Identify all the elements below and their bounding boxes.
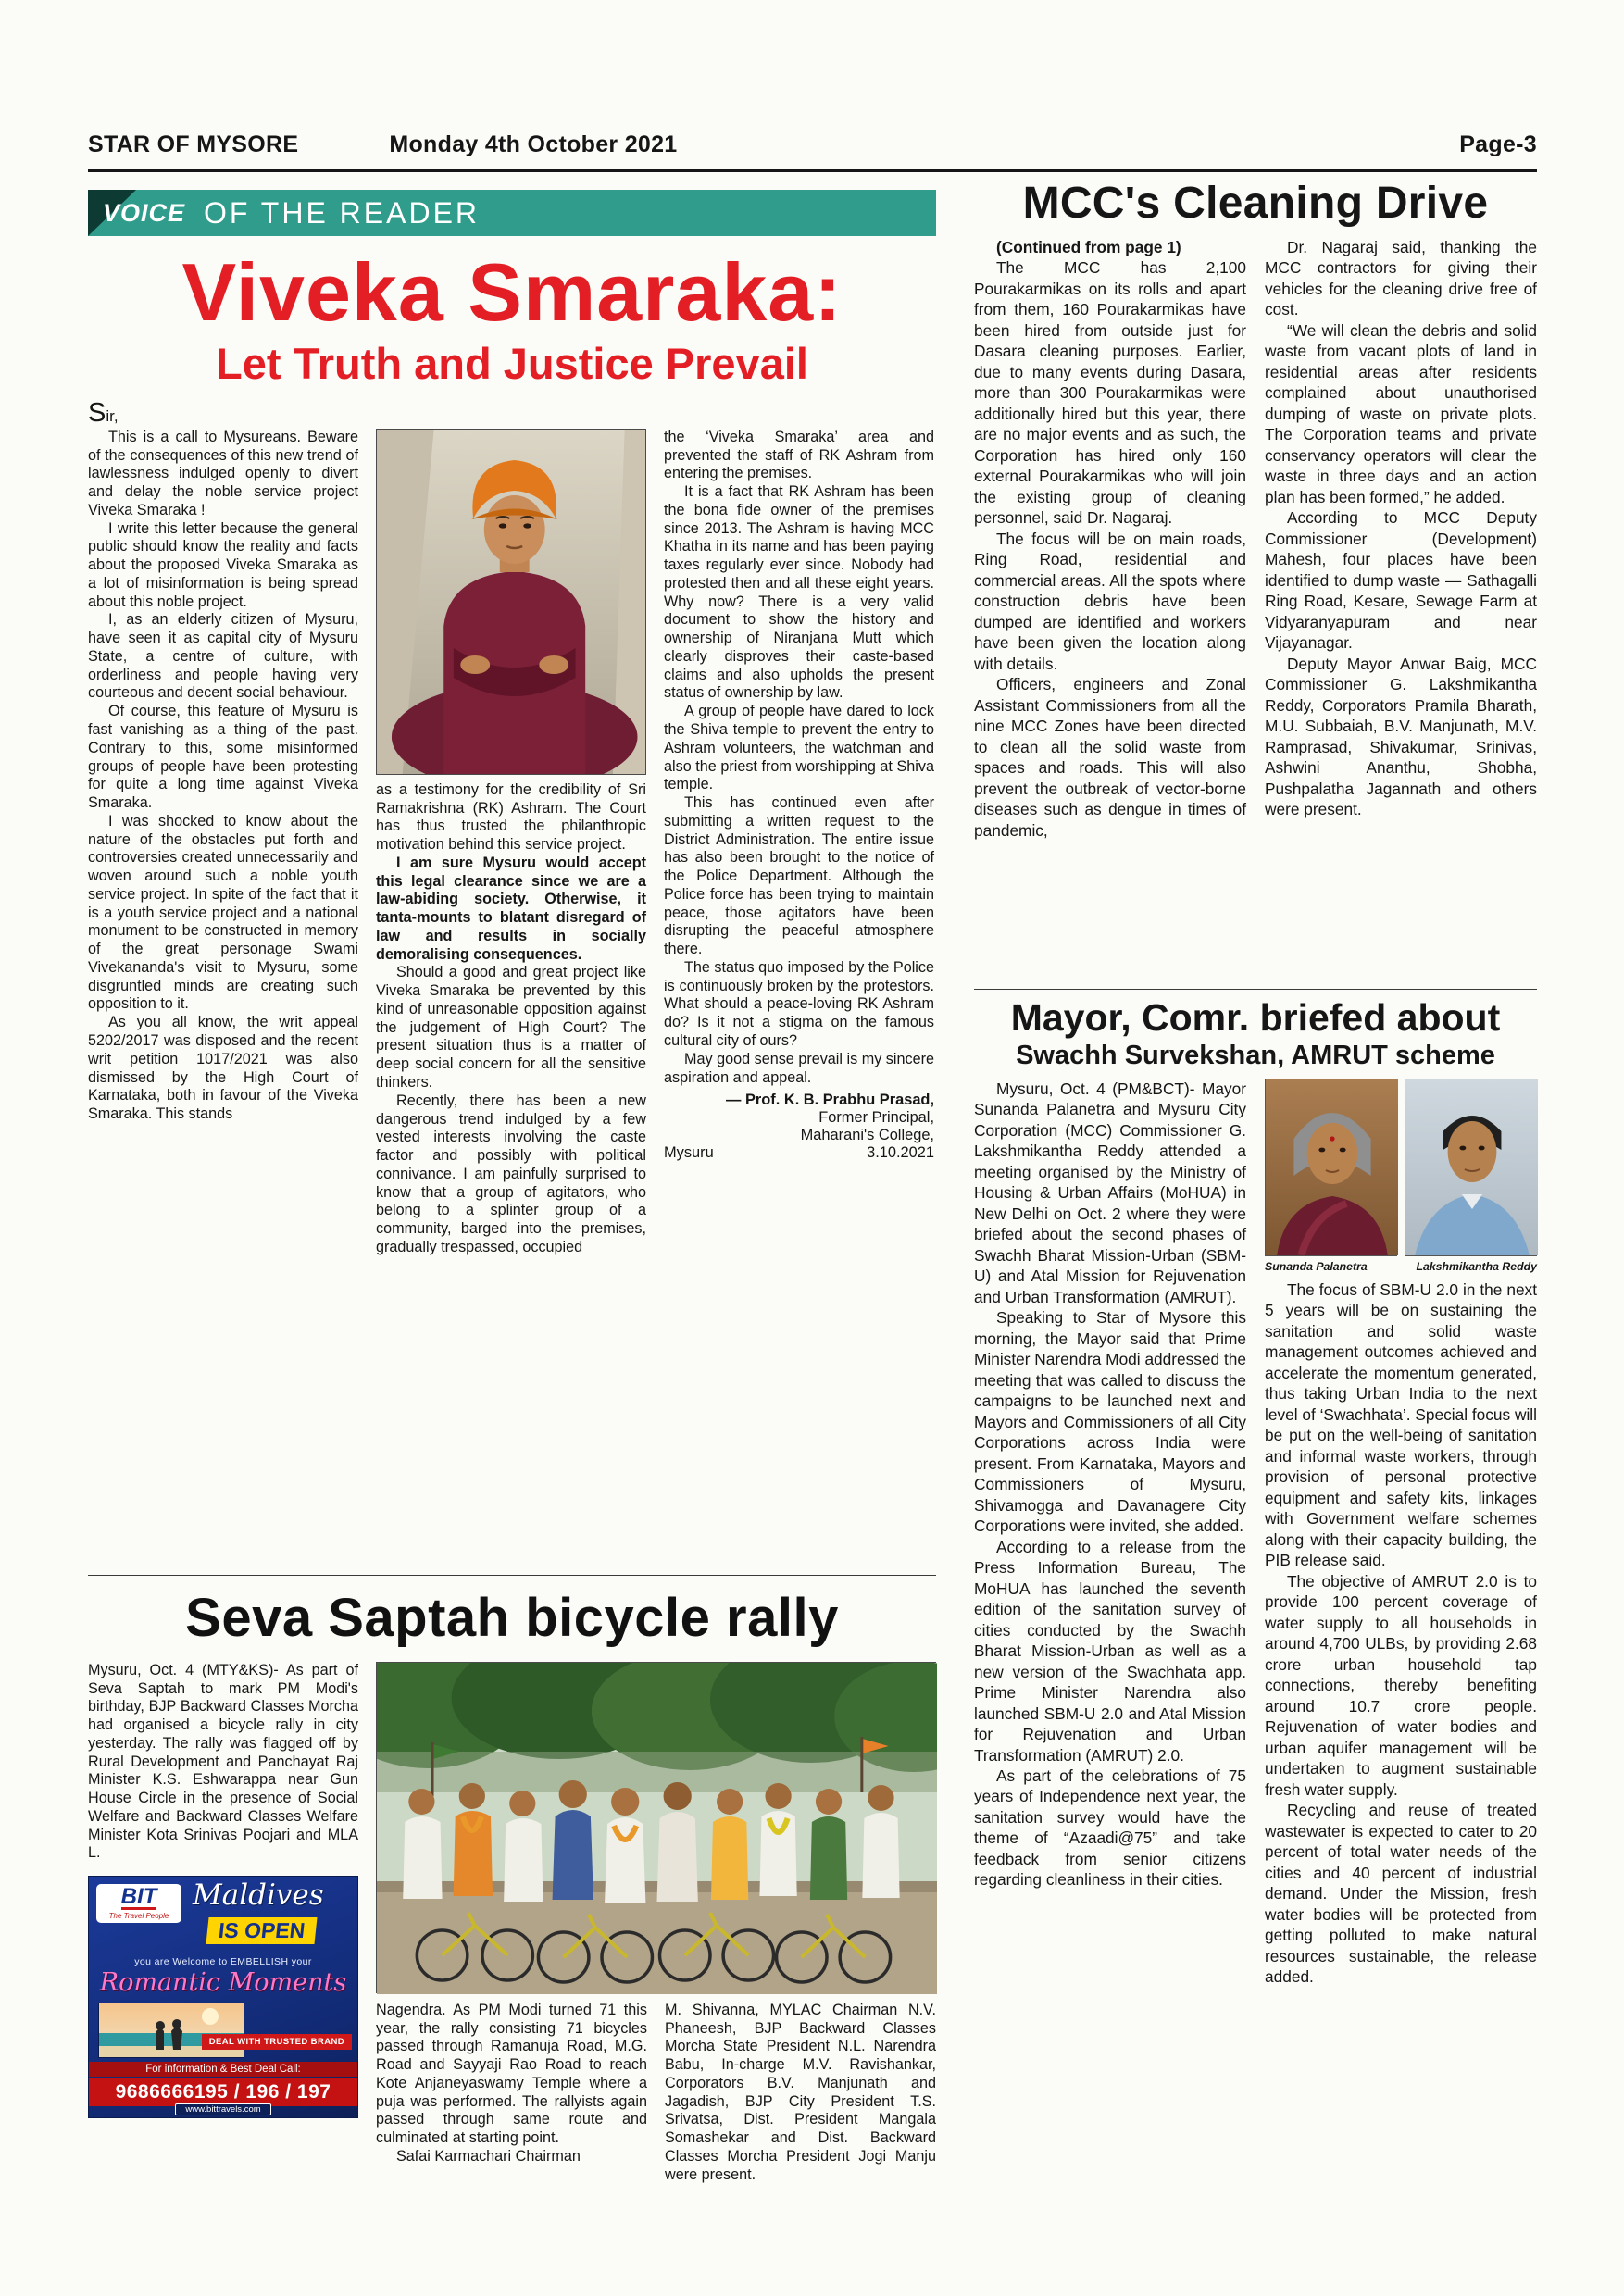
signature-name: — Prof. K. B. Prabhu Prasad, [726,1092,934,1109]
paragraph: As part of the celebrations of 75 years of Independence next year, the sanitation survey would have the theme of “Azaadi@75” and take feedback from senior citizens regarding cleanliness in their cities. [974,1766,1246,1890]
salutation [88,397,936,428]
bit-travel-advertisement [88,1876,358,2118]
romantic-moments-text: Romantic Moments [99,1968,347,1998]
official-portraits [1265,1079,1537,1256]
page-header [88,131,1537,172]
letter-headline: Viveka Smaraka: [181,246,843,338]
rally-headline: Seva Saptah bicycle rally [185,1587,839,1648]
mcc-columns [974,237,1537,978]
mayor-column-2-text [1265,1279,1537,1987]
signature-date: 3.10.2021 [867,1144,934,1162]
paragraph: Recycling and reuse of treated wastewater is expected to cater to 20 percent of total water needs of the cities and 40 percent of industrial demand. Under the Mission, fresh water bodies will be protected from getting polluted to make natural resources sustainable, the release added. [1265,1801,1537,1986]
signature-institution: Maharani's College, [800,1127,934,1144]
signature-place-date [664,1144,934,1162]
paragraph: Speaking to Star of Mysore this morning, the Mayor said that Prime Minister Narendra Modi addressed the meeting that was called to discuss the campaigns to be launched next and Mayors and Commissioners of all City Corporations across India were present. From Karnataka, Mayors and Commissioners of Mysuru, Shivamogga and Davanagere City Corporations were invited, she added. [974,1308,1246,1536]
mcc-column-2 [1265,237,1537,978]
website-bar [89,2102,357,2117]
is-open-badge: IS OPEN [206,1917,317,1944]
brand-tagline: The Travel People [108,1911,169,1920]
rally-bottom-columns [376,2002,936,2185]
paragraph: The objective of AMRUT 2.0 is to provide 100 percent coverage of water supply to all households in around 4,700 ULBs, by providing 2.68 crore urban household tap connections, thereby benefiting around 10.7 crore people. Rejuvenation of water bodies and urban aquifer management will be undertaken to augment sustainable fresh water supply. [1265,1571,1537,1799]
paragraph: The focus of SBM-U 2.0 in the next 5 years will be on sustaining the sanitation and solid waste management outcomes achieved and accelerate the momentum generated, thus taking Urban India to the next level of ‘Swachhata’. Special focus will be put on the well-being of sanitation and informal waste workers, through provision of personal protective equipment and safety kits, linkages with Government welfare schemes along with their capacity building, the PIB release said. [1265,1280,1537,1570]
signature-role: Former Principal, [818,1109,934,1127]
paragraph: The status quo imposed by the Police is continuously broken by the protestors. What should a peace-loving RK Ashram do? Is it not a stigma on the famous cultural city of ours? [664,958,934,1050]
letter-column-3 [664,429,934,1558]
call-label: For information & Best Deal Call: [89,2062,357,2077]
section-divider [974,989,1537,990]
paragraph: This has continued even after submitting a written request to the District Administration. The entire issue has also been brought to the notice of the Police Department. Although the Police force has been trying to maintain peace, those agitators have been disrupting the peaceful atmosphere there. [664,794,934,958]
rally-photo-area [376,1662,936,2185]
paragraph: I was shocked to know about the nature of the obstacles put forth and controversies created unnecessarily and woven around such a noble youth service project. In spite of the fact that it is a youth service project and a national monument to be constructed in memory of the great personage Swami Vivekananda's visit to Mysuru, some disgruntled minds are creating such opposition to it. [88,812,358,1013]
signature-block [664,1092,934,1162]
salutation-rest: ir, [106,406,119,425]
welcome-text: you are Welcome to EMBELLISH your [134,1956,312,1968]
paragraph: “We will clean the debris and solid waste from vacant plots of land in residential areas after residents complained about unauthorised dumping of waste on private plots. The Corporation teams and private conservancy operators will clear the waste in three days and an action plan has been formed,” he added. [1265,320,1537,506]
mayor-columns [974,1079,1537,1987]
paragraph: The MCC has 2,100 Pourakarmikas on its rolls and apart from them, 160 Pourakarmikas have been hired from outside just for Dasara cleaning purposes. Earlier, due to many events during Dasara, more than 300 Pourakarmikas were additionally hired but this year, there are no major events and as such, the Corporation has hired only 160 external Pourakarmikas who will join the existing group of cleaning personnel, said Dr. Nagaraj. [974,258,1246,528]
paragraph: I, as an elderly citizen of Mysuru, have seen it as capital city of Mysuru State, a centre of culture, with orderliness and people having very courteous and decent social behaviour. [88,611,358,702]
mayor-column-2 [1265,1079,1537,1987]
paragraph: As you all know, the writ appeal 5202/2017 was disposed and the recent writ petition 1017/2021 was also dismissed by the High Court of Karnataka, both in favour of the Viveka Smaraka. This stands [88,1014,358,1123]
paragraph: A group of people have dared to lock the Shiva temple to prevent the entry to Ashram volunteers, the watchman and also the priest from worshipping at Shiva temple. [664,703,934,793]
voice-of-the-reader-banner [88,190,936,236]
rally-column-3 [665,2002,936,2185]
couple-beach-image [98,2003,244,2058]
mayor-subheadline: Swachh Survekshan, AMRUT scheme [1016,1041,1495,1070]
paragraph: Safai Karmachari Chairman [396,2147,581,2165]
issue-date: Monday 4th October 2021 [389,131,678,157]
phone-numbers: 9686666195 / 196 / 197 [89,2078,357,2106]
paragraph: as a testimony for the credibility of Sri Ramakrishna (RK) Ashram. The Court has thus trusted the philanthropic motivation behind this service project. [376,780,646,854]
paragraph: Nagendra. As PM Modi turned 71 this year, the rally consisting 71 bicycles passed through Ramanuja Road, M.G. Road and Sayyaji Rao Road to reach Kote Anjaneyaswamy Temple where a puja was performed. The rallyists again passed through same route and culminated at starting point. [376,2001,647,2147]
mcc-headline: MCC's Cleaning Drive [1022,179,1489,228]
caption-reddy: Lakshmikantha Reddy [1416,1260,1537,1273]
paragraph: (Continued from page 1) [996,238,1181,256]
left-section [88,190,936,2184]
page-number: Page-3 [1459,131,1537,157]
paragraph: Mysuru, Oct. 4 (PM&BCT)- Mayor Sunanda Palanetra and Mysuru City Corporation (MCC) Commissioner G. Lakshmikantha Reddy attended a meeting organised by the Ministry of Housing & Urban Affairs (MoHUA) in New Delhi on Oct. 2 where they were briefed about the second phases of Swachh Bharat Mission-Urban (SBM-U) and Atal Mission for Rejuvenation and Urban Transformation (AMRUT). [974,1079,1246,1306]
website-url: www.bittravels.com [175,2103,270,2115]
paragraph: Dr. Nagaraj said, thanking the MCC contractors for giving their vehicles for the cleaning drive free of cost. [1265,238,1537,319]
voice-label: VOICE [103,198,186,227]
photo-caption [1265,1260,1537,1273]
mayor-column-1 [974,1079,1246,1987]
signature-city: Mysuru [664,1144,714,1162]
lakshmikantha-reddy-photo [1405,1079,1537,1256]
paragraph: Should a good and great project like Viveka Smaraka be prevented by this kind of unreasonable opposition against the judgement of High Court? The present situation thus is a matter of deep social concern for all the sensitive thinkers. [376,964,646,1091]
maldives-label: Maldives [193,1878,324,1913]
bit-logo [96,1884,181,1923]
paragraph: May good sense prevail is my sincere aspiration and appeal. [664,1050,934,1086]
paragraph: The focus will be on main roads, Ring Road, residential and commercial areas. All the spots where construction debris have been dumped are identified and workers have been given the location along with details. [974,529,1246,673]
rally-column-1-text [88,1662,358,1863]
of-the-reader-label: OF THE READER [204,195,481,230]
paragraph: It is a fact that RK Ashram has been the bona fide owner of the premises since 2013. The Ashram is having MCC Khatha in its name and has been paying taxes regularly ever since. Nobody had protested then and all these eight years. Why now? There is a very valid document to show the history and ownership of Niranjana Mutt which clearly disproves their caste-based claims and also upholds the present status of ownership by law. [664,483,934,702]
right-section [974,181,1537,1987]
rally-column-2 [376,2002,647,2185]
paragraph: I am sure Mysuru would accept this legal clearance since we are a law-abiding society. Otherwise, it tanta-mounts to blatant disregard of law and results in socially demoralising consequences. [376,854,646,963]
section-divider [88,1575,936,1576]
trusted-brand-ribbon: DEAL WITH TRUSTED BRAND [202,2034,352,2050]
masthead-title: STAR OF MYSORE [88,131,299,157]
mcc-column-1 [974,237,1246,978]
paragraph: M. Shivanna, MYLAC Chairman N.V. Phaneesh, BJP Backward Classes Morcha State President N.L. Narendra Babu, In-charge M.V. Ravishankar, Corporators B.V. Manjunath and Jagadish, BJP City President T.S. Srivatsa, Dist. President Mangala Somashekar and Dist. Backward Classes Morcha President Jogi Manju were present. [665,2001,936,2183]
paragraph: Officers, engineers and Zonal Assistant Commissioners from all the nine MCC Zones have been directed to clean all the solid waste from spaces and roads. This will also prevent the outbreak of vector-borne diseases such as dengue in times of pandemic, [974,675,1246,840]
paragraph: I write this letter because the general public should know the reality and facts about the proposed Viveka Smaraka as a lot of misinformation is being spread about this noble project. [88,519,358,610]
caption-sunanda: Sunanda Palanetra [1265,1260,1368,1273]
paragraph: According to a release from the Press Information Bureau, The MoHUA has launched the seventh edition of the sanitation survey of cities conducted by the Swachh Bharat Mission-Urban as well as a new version of the Swachhata app. Prime Minister Narendra also launched SBM-U 2.0 and Atal Mission for Rejuvenation and Urban Transformation (AMRUT) 2.0. [974,1537,1246,1765]
letter-column-2 [376,429,646,1558]
paragraph: According to MCC Deputy Commissioner (Development) Mahesh, four places have been identified to dump waste — Sathagalli Ring Road, Kesare, Sewage Farm at Vidyaranyapuram and near Vijayanagar. [1265,508,1537,653]
letter-columns [88,429,936,1558]
letter-subheadline: Let Truth and Justice Prevail [216,338,808,388]
bicycle-rally-photo [376,1662,936,1993]
paragraph: Mysuru, Oct. 4 (MTY&KS)- As part of Seva Saptah to mark PM Modi's birthday, BJP Backward Classes Morcha had organised a bicycle rally in city yesterday. The rally was flagged off by Rural Development and Panchayat Raj Minister K.S. Eshwarappa near Gun House Circle in the presence of Social Welfare and Backward Classes Welfare Minister Kota Srinivas Poojari and MLA L. [88,1661,358,1862]
letter-column-2-text [376,781,646,1257]
sunanda-palanetra-photo [1265,1079,1397,1256]
salutation-initial: S [88,397,106,428]
mayor-headline: Mayor, Comr. briefed about [1010,996,1501,1039]
paragraph: Of course, this feature of Mysuru is fast vanishing as a thing of the past. Contrary to this, some misinformed groups of people have been protesting for quite a long time against Viveka Smaraka. [88,703,358,812]
brand-name: BIT [120,1884,157,1910]
vivekananda-photo [376,429,646,775]
letter-column-3-text [664,429,934,1088]
rally-column-1 [88,1662,358,2185]
rally-section [88,1662,936,2185]
paragraph: Deputy Mayor Anwar Baig, MCC Commissioner G. Lakshmikantha Reddy, Corporators Pramila Bharath, M.U. Subbaiah, B.V. Manjunath, M.V. Ramprasad, Shivakumar, Srinivas, Ashwini Ananthu, Shobha, Pushpalatha Jagannath and others were present. [1265,654,1537,819]
paragraph: This is a call to Mysureans. Beware of the consequences of this new trend of lawlessness indulged openly to divert and delay the noble service project Viveka Smaraka ! [88,428,358,518]
paragraph: the ‘Viveka Smaraka’ area and prevented the staff of RK Ashram from entering the premises. [664,428,934,482]
letter-column-1 [88,429,358,1558]
paragraph: Recently, there has been a new dangerous trend indulged by a few vested interests involving the caste factor and possibly with political connivance. I am painfully surprised to know that a group of agitators, who belong to a splinter group of a community, barged into the premises, gradually trespassed, occupied [376,1092,646,1255]
